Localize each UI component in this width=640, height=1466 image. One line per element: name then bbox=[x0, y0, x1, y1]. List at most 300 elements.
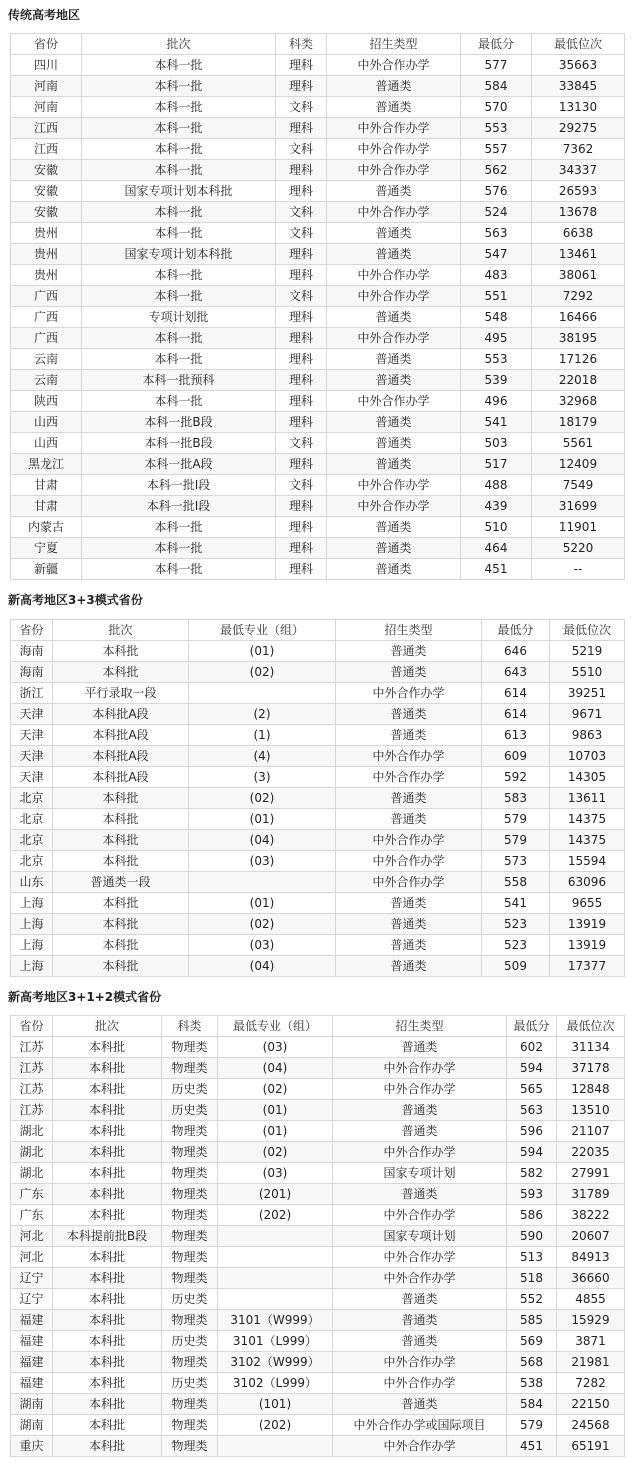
table-cell: 中外合作办学 bbox=[327, 139, 461, 160]
table-row bbox=[11, 641, 625, 662]
table-cell: 538 bbox=[507, 1373, 557, 1394]
table-row bbox=[11, 767, 625, 788]
table-cell: 上海 bbox=[11, 893, 53, 914]
table-cell: 天津 bbox=[11, 725, 53, 746]
table-cell: 29275 bbox=[532, 118, 625, 139]
table-cell: 5510 bbox=[550, 662, 625, 683]
table-cell: 12848 bbox=[557, 1079, 625, 1100]
table-cell: 物理类 bbox=[162, 1205, 218, 1226]
table-cell bbox=[218, 1268, 333, 1289]
table-cell: 福建 bbox=[11, 1373, 53, 1394]
column-header: 省份 bbox=[11, 1016, 53, 1037]
table-cell: 物理类 bbox=[162, 1352, 218, 1373]
section-title-3plus1plus2: 新高考地区3+1+2模式省份 bbox=[8, 990, 162, 1004]
table-row bbox=[11, 223, 625, 244]
table-cell: 国家专项计划本科批 bbox=[82, 244, 276, 265]
table-row bbox=[11, 244, 625, 265]
column-header: 最低分 bbox=[461, 34, 532, 55]
column-header: 最低位次 bbox=[550, 620, 625, 641]
table-cell: (201) bbox=[218, 1184, 333, 1205]
table-row bbox=[11, 662, 625, 683]
table-row bbox=[11, 97, 625, 118]
table-cell: 本科一批I段 bbox=[82, 496, 276, 517]
table-cell: 本科一批 bbox=[82, 223, 276, 244]
table-cell: 四川 bbox=[11, 55, 82, 76]
table-cell: 普通类 bbox=[327, 244, 461, 265]
table-cell: 本科批 bbox=[53, 851, 189, 872]
table-cell: 本科一批I段 bbox=[82, 475, 276, 496]
column-header: 招生类型 bbox=[336, 620, 482, 641]
table-cell: 安徽 bbox=[11, 202, 82, 223]
table-cell: 湖南 bbox=[11, 1415, 53, 1436]
column-header: 最低专业（组） bbox=[218, 1016, 333, 1037]
column-header: 最低位次 bbox=[557, 1016, 625, 1037]
table-row bbox=[11, 746, 625, 767]
table-cell: 云南 bbox=[11, 370, 82, 391]
table-cell: 普通类 bbox=[327, 538, 461, 559]
table-cell: 27991 bbox=[557, 1163, 625, 1184]
table-cell: 26593 bbox=[532, 181, 625, 202]
table-row bbox=[11, 349, 625, 370]
table-cell: 13130 bbox=[532, 97, 625, 118]
table-cell: 物理类 bbox=[162, 1268, 218, 1289]
table-cell: 本科一批 bbox=[82, 559, 276, 580]
table-cell: 江苏 bbox=[11, 1058, 53, 1079]
table-cell: 6638 bbox=[532, 223, 625, 244]
table-cell: 464 bbox=[461, 538, 532, 559]
table-cell: 普通类一段 bbox=[53, 872, 189, 893]
table-cell: 本科批A段 bbox=[53, 725, 189, 746]
table-cell: (03) bbox=[218, 1037, 333, 1058]
table-cell: 20607 bbox=[557, 1226, 625, 1247]
column-header: 最低分 bbox=[482, 620, 550, 641]
table-cell: 本科一批 bbox=[82, 391, 276, 412]
table-cell: 3101（L999） bbox=[218, 1331, 333, 1352]
table-cell: 理科 bbox=[276, 349, 327, 370]
table-cell: 517 bbox=[461, 454, 532, 475]
table-cell: (3) bbox=[189, 767, 336, 788]
table-cell: (101) bbox=[218, 1394, 333, 1415]
table-row bbox=[11, 454, 625, 475]
column-header: 批次 bbox=[53, 620, 189, 641]
table-cell: 本科一批 bbox=[82, 202, 276, 223]
table-row bbox=[11, 1331, 625, 1352]
table-cell: 理科 bbox=[276, 244, 327, 265]
table-cell: 21107 bbox=[557, 1121, 625, 1142]
table-cell: 上海 bbox=[11, 914, 53, 935]
table-cell: 594 bbox=[507, 1058, 557, 1079]
table-cell: 河南 bbox=[11, 97, 82, 118]
table-cell: 平行录取一段 bbox=[53, 683, 189, 704]
table-cell: 本科一批 bbox=[82, 265, 276, 286]
table-cell: 本科批 bbox=[53, 1100, 162, 1121]
table-row bbox=[11, 1121, 625, 1142]
table-cell: 本科批 bbox=[53, 1436, 162, 1457]
table-cell: (2) bbox=[189, 704, 336, 725]
table-cell: (202) bbox=[218, 1205, 333, 1226]
table-cell: 568 bbox=[507, 1352, 557, 1373]
table-cell: 22035 bbox=[557, 1142, 625, 1163]
table-cell: 21981 bbox=[557, 1352, 625, 1373]
table-cell: 北京 bbox=[11, 809, 53, 830]
table-cell: 河北 bbox=[11, 1226, 53, 1247]
table-row bbox=[11, 160, 625, 181]
table-cell: 5561 bbox=[532, 433, 625, 454]
table-cell: 9863 bbox=[550, 725, 625, 746]
table-cell bbox=[218, 1289, 333, 1310]
table-cell: 历史类 bbox=[162, 1100, 218, 1121]
table-row bbox=[11, 914, 625, 935]
table-cell: 553 bbox=[461, 118, 532, 139]
table-cell: 普通类 bbox=[336, 788, 482, 809]
table-cell: 中外合作办学 bbox=[333, 1079, 507, 1100]
table-row bbox=[11, 1058, 625, 1079]
table-cell: (04) bbox=[218, 1058, 333, 1079]
table-cell: 文科 bbox=[276, 286, 327, 307]
table-cell: -- bbox=[532, 559, 625, 580]
table-cell: 36660 bbox=[557, 1268, 625, 1289]
table-cell: 本科一批 bbox=[82, 160, 276, 181]
table-cell: 本科一批 bbox=[82, 349, 276, 370]
table-cell: 文科 bbox=[276, 97, 327, 118]
table-row bbox=[11, 202, 625, 223]
table-cell: 541 bbox=[482, 893, 550, 914]
table-cell: 山东 bbox=[11, 872, 53, 893]
table-cell: 584 bbox=[461, 76, 532, 97]
table-cell: 理科 bbox=[276, 496, 327, 517]
table-cell: 物理类 bbox=[162, 1394, 218, 1415]
table-cell: (02) bbox=[189, 662, 336, 683]
table-cell: 江苏 bbox=[11, 1037, 53, 1058]
table-cell: 38222 bbox=[557, 1205, 625, 1226]
table-cell: 本科一批 bbox=[82, 139, 276, 160]
table-cell: 重庆 bbox=[11, 1436, 53, 1457]
table-cell: 理科 bbox=[276, 118, 327, 139]
table-cell: 中外合作办学 bbox=[327, 202, 461, 223]
table-cell: 488 bbox=[461, 475, 532, 496]
table-cell: 理科 bbox=[276, 76, 327, 97]
table-cell: 3102（W999） bbox=[218, 1352, 333, 1373]
table-cell: 18179 bbox=[532, 412, 625, 433]
table-row bbox=[11, 496, 625, 517]
table-cell: 本科批 bbox=[53, 914, 189, 935]
table-cell: 湖南 bbox=[11, 1394, 53, 1415]
table-cell: 本科批 bbox=[53, 809, 189, 830]
table-cell: 483 bbox=[461, 265, 532, 286]
table-cell: 福建 bbox=[11, 1331, 53, 1352]
table-cell: 本科提前批B段 bbox=[53, 1226, 162, 1247]
table-cell: 12409 bbox=[532, 454, 625, 475]
table-cell: 理科 bbox=[276, 160, 327, 181]
table-cell: 辽宁 bbox=[11, 1268, 53, 1289]
table-cell: 577 bbox=[461, 55, 532, 76]
table-cell: 13919 bbox=[550, 914, 625, 935]
table-cell: 本科批 bbox=[53, 1373, 162, 1394]
table-cell: 中外合作办学 bbox=[333, 1268, 507, 1289]
column-header: 最低分 bbox=[507, 1016, 557, 1037]
table-cell: 普通类 bbox=[336, 914, 482, 935]
table-cell: 中外合作办学 bbox=[333, 1058, 507, 1079]
column-header: 批次 bbox=[82, 34, 276, 55]
table-cell: 本科批 bbox=[53, 893, 189, 914]
table-cell: 646 bbox=[482, 641, 550, 662]
table-cell: 本科批 bbox=[53, 1205, 162, 1226]
table-cell: 甘肃 bbox=[11, 496, 82, 517]
table-cell: 普通类 bbox=[336, 809, 482, 830]
table-cell: 理科 bbox=[276, 391, 327, 412]
table-cell: 普通类 bbox=[327, 223, 461, 244]
table-cell: 湖北 bbox=[11, 1121, 53, 1142]
table-cell: 普通类 bbox=[336, 725, 482, 746]
table-cell: 613 bbox=[482, 725, 550, 746]
section-title-traditional: 传统高考地区 bbox=[8, 8, 81, 22]
table-cell: 江苏 bbox=[11, 1079, 53, 1100]
table-cell: 551 bbox=[461, 286, 532, 307]
table-cell: 天津 bbox=[11, 767, 53, 788]
table-cell: 本科批 bbox=[53, 1142, 162, 1163]
table-cell: 本科一批预科 bbox=[82, 370, 276, 391]
table-cell: 普通类 bbox=[333, 1037, 507, 1058]
table-cell: 中外合作办学 bbox=[327, 286, 461, 307]
table-cell: 本科一批 bbox=[82, 97, 276, 118]
table-cell: 甘肃 bbox=[11, 475, 82, 496]
table-cell: 84913 bbox=[557, 1247, 625, 1268]
table-cell: (03) bbox=[189, 935, 336, 956]
table-cell: 585 bbox=[507, 1310, 557, 1331]
table-cell: 江西 bbox=[11, 118, 82, 139]
table-row bbox=[11, 76, 625, 97]
table-cell: 中外合作办学 bbox=[327, 118, 461, 139]
table-cell: 普通类 bbox=[333, 1184, 507, 1205]
table-cell: 15594 bbox=[550, 851, 625, 872]
table-row bbox=[11, 809, 625, 830]
table-cell: 本科批 bbox=[53, 662, 189, 683]
table-cell: 黑龙江 bbox=[11, 454, 82, 475]
table-cell: 本科一批 bbox=[82, 328, 276, 349]
table-cell: 5220 bbox=[532, 538, 625, 559]
table-cell: 本科批 bbox=[53, 1415, 162, 1436]
table-row bbox=[11, 1310, 625, 1331]
table-cell: 24568 bbox=[557, 1415, 625, 1436]
table-cell: 理科 bbox=[276, 559, 327, 580]
table-cell: 509 bbox=[482, 956, 550, 977]
table-row bbox=[11, 935, 625, 956]
table-cell: 本科批 bbox=[53, 1394, 162, 1415]
table-cell: 3101（W999） bbox=[218, 1310, 333, 1331]
table-cell: 本科批A段 bbox=[53, 746, 189, 767]
table-cell: 14375 bbox=[550, 809, 625, 830]
table-cell: 573 bbox=[482, 851, 550, 872]
table-cell: 563 bbox=[461, 223, 532, 244]
table-cell: 586 bbox=[507, 1205, 557, 1226]
table-cell: (04) bbox=[189, 956, 336, 977]
table-cell: 本科批A段 bbox=[53, 704, 189, 725]
table-cell: 本科一批 bbox=[82, 76, 276, 97]
table-cell: (02) bbox=[189, 914, 336, 935]
table-cell: 17126 bbox=[532, 349, 625, 370]
table-cell: 本科批 bbox=[53, 1037, 162, 1058]
table-cell: 451 bbox=[461, 559, 532, 580]
table-cell: 天津 bbox=[11, 746, 53, 767]
table-cell: 物理类 bbox=[162, 1121, 218, 1142]
table-cell: 37178 bbox=[557, 1058, 625, 1079]
table-cell: 中外合作办学 bbox=[327, 391, 461, 412]
table-cell: 本科批 bbox=[53, 935, 189, 956]
table-row bbox=[11, 1037, 625, 1058]
table-cell: 13611 bbox=[550, 788, 625, 809]
table-cell: 文科 bbox=[276, 139, 327, 160]
table-cell: 天津 bbox=[11, 704, 53, 725]
table-cell: 山西 bbox=[11, 412, 82, 433]
table-cell: 562 bbox=[461, 160, 532, 181]
table-row bbox=[11, 1079, 625, 1100]
table-cell: 7549 bbox=[532, 475, 625, 496]
section-title-3plus3: 新高考地区3+3模式省份 bbox=[8, 593, 143, 607]
table-cell: 文科 bbox=[276, 202, 327, 223]
table-cell: 贵州 bbox=[11, 223, 82, 244]
table-cell: 广东 bbox=[11, 1184, 53, 1205]
table-cell: 历史类 bbox=[162, 1079, 218, 1100]
table-cell: 523 bbox=[482, 935, 550, 956]
table-cell: 本科批 bbox=[53, 1268, 162, 1289]
table-cell: 本科一批A段 bbox=[82, 454, 276, 475]
column-header: 招生类型 bbox=[327, 34, 461, 55]
table-cell: 理科 bbox=[276, 328, 327, 349]
table-cell: 内蒙古 bbox=[11, 517, 82, 538]
table-row bbox=[11, 1268, 625, 1289]
table-cell: 本科批 bbox=[53, 1058, 162, 1079]
table-cell: 576 bbox=[461, 181, 532, 202]
table-cell: 上海 bbox=[11, 956, 53, 977]
table-cell: 理科 bbox=[276, 538, 327, 559]
table-row bbox=[11, 517, 625, 538]
column-header: 批次 bbox=[53, 1016, 162, 1037]
table-cell: 33845 bbox=[532, 76, 625, 97]
table-cell: (02) bbox=[189, 788, 336, 809]
table-cell: 海南 bbox=[11, 641, 53, 662]
table-cell: (03) bbox=[218, 1163, 333, 1184]
table-row bbox=[11, 307, 625, 328]
table-cell: 10703 bbox=[550, 746, 625, 767]
table-row bbox=[11, 328, 625, 349]
table-cell: 理科 bbox=[276, 55, 327, 76]
admission-table-3plus3 bbox=[10, 619, 625, 977]
table-cell: 31134 bbox=[557, 1037, 625, 1058]
table-cell: (1) bbox=[189, 725, 336, 746]
table-cell: 江苏 bbox=[11, 1100, 53, 1121]
table-cell: 安徽 bbox=[11, 160, 82, 181]
table-cell: (03) bbox=[189, 851, 336, 872]
table-cell: 中外合作办学或国际项目 bbox=[333, 1415, 507, 1436]
table-cell: 普通类 bbox=[333, 1121, 507, 1142]
table-cell: 7292 bbox=[532, 286, 625, 307]
table-row bbox=[11, 872, 625, 893]
table-cell: 14375 bbox=[550, 830, 625, 851]
table-row bbox=[11, 370, 625, 391]
table-cell bbox=[218, 1436, 333, 1457]
table-cell: 39251 bbox=[550, 683, 625, 704]
table-cell: 34337 bbox=[532, 160, 625, 181]
table-cell: 普通类 bbox=[333, 1331, 507, 1352]
admission-table-traditional bbox=[10, 33, 625, 580]
table-cell: 13919 bbox=[550, 935, 625, 956]
table-cell: 新疆 bbox=[11, 559, 82, 580]
table-cell: 本科批A段 bbox=[53, 767, 189, 788]
table-header-row bbox=[11, 34, 625, 55]
table-cell bbox=[218, 1247, 333, 1268]
table-cell: 579 bbox=[482, 809, 550, 830]
table-cell: 本科批 bbox=[53, 830, 189, 851]
table-cell: 理科 bbox=[276, 454, 327, 475]
table-cell: 普通类 bbox=[336, 956, 482, 977]
table-cell: 安徽 bbox=[11, 181, 82, 202]
table-cell: 物理类 bbox=[162, 1436, 218, 1457]
table-row bbox=[11, 1100, 625, 1121]
table-cell: 普通类 bbox=[327, 97, 461, 118]
table-cell: 65191 bbox=[557, 1436, 625, 1457]
table-cell: 中外合作办学 bbox=[333, 1142, 507, 1163]
table-cell: 云南 bbox=[11, 349, 82, 370]
table-row bbox=[11, 412, 625, 433]
table-cell: 590 bbox=[507, 1226, 557, 1247]
table-cell: 15929 bbox=[557, 1310, 625, 1331]
table-row bbox=[11, 139, 625, 160]
table-cell: 中外合作办学 bbox=[333, 1247, 507, 1268]
table-cell: 496 bbox=[461, 391, 532, 412]
table-cell: 河南 bbox=[11, 76, 82, 97]
table-cell: 7282 bbox=[557, 1373, 625, 1394]
table-cell: 历史类 bbox=[162, 1373, 218, 1394]
table-row bbox=[11, 181, 625, 202]
table-row bbox=[11, 1415, 625, 1436]
table-cell: 本科一批 bbox=[82, 118, 276, 139]
table-cell: (01) bbox=[218, 1100, 333, 1121]
table-cell: 32968 bbox=[532, 391, 625, 412]
table-cell: 35663 bbox=[532, 55, 625, 76]
table-cell: 物理类 bbox=[162, 1226, 218, 1247]
table-cell: 495 bbox=[461, 328, 532, 349]
table-cell: 569 bbox=[507, 1331, 557, 1352]
table-cell: 541 bbox=[461, 412, 532, 433]
table-row bbox=[11, 704, 625, 725]
table-cell: 609 bbox=[482, 746, 550, 767]
table-row bbox=[11, 1373, 625, 1394]
table-cell: 普通类 bbox=[327, 370, 461, 391]
table-cell: 523 bbox=[482, 914, 550, 935]
table-cell: 439 bbox=[461, 496, 532, 517]
table-cell: 547 bbox=[461, 244, 532, 265]
table-cell: 普通类 bbox=[336, 935, 482, 956]
table-cell: 文科 bbox=[276, 433, 327, 454]
table-cell: (02) bbox=[218, 1142, 333, 1163]
table-cell: (02) bbox=[218, 1079, 333, 1100]
table-cell: 13510 bbox=[557, 1100, 625, 1121]
table-row bbox=[11, 391, 625, 412]
table-cell: 本科批 bbox=[53, 1331, 162, 1352]
table-cell: 570 bbox=[461, 97, 532, 118]
table-cell: 本科批 bbox=[53, 1079, 162, 1100]
table-cell: 普通类 bbox=[327, 412, 461, 433]
table-cell: 596 bbox=[507, 1121, 557, 1142]
table-cell: 558 bbox=[482, 872, 550, 893]
column-header: 省份 bbox=[11, 620, 53, 641]
table-cell: 贵州 bbox=[11, 244, 82, 265]
table-row bbox=[11, 1226, 625, 1247]
table-cell: 31699 bbox=[532, 496, 625, 517]
table-cell: 503 bbox=[461, 433, 532, 454]
table-cell bbox=[189, 872, 336, 893]
table-cell: 北京 bbox=[11, 851, 53, 872]
